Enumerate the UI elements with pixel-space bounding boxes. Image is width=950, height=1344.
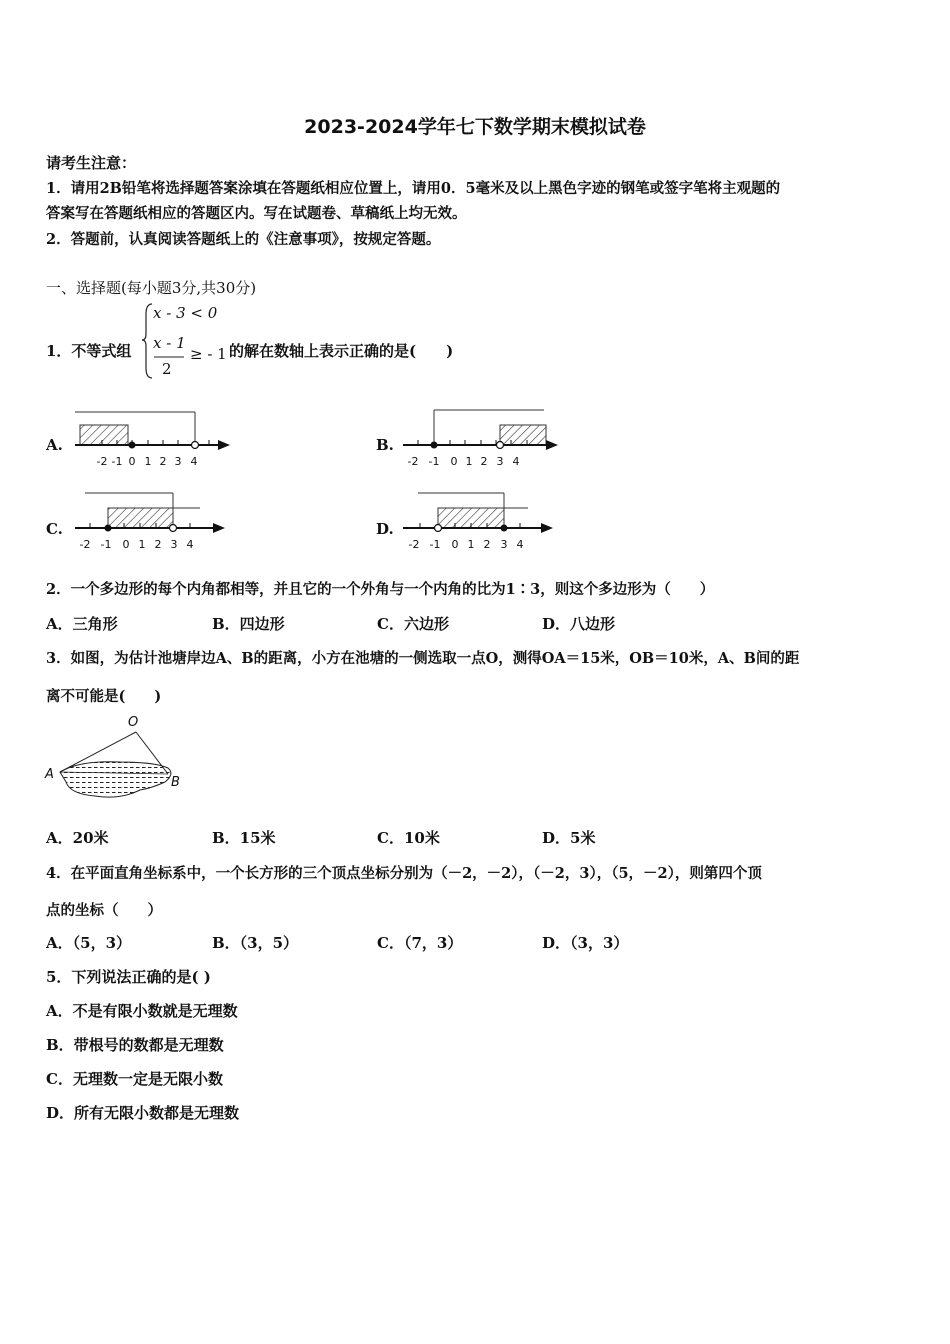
tick-label: 0 (451, 538, 459, 551)
q5-option-d: D．所有无限小数都是无理数 (46, 1104, 240, 1122)
tick-label: 4 (186, 538, 194, 551)
q5-option-c: C．无理数一定是无限小数 (46, 1070, 223, 1088)
tick-label: -2 (96, 455, 108, 468)
notice-line-1: 1．请用2B铅笔将选择题答案涂填在答题纸相应位置上，请用0．5毫米及以上黑色字迹的钢笔或签字笔将主观题的 (46, 180, 781, 197)
q1-suffix: 的解在数轴上表示正确的是( ) (229, 342, 454, 360)
page-title: 2023-2024学年七下数学期末模拟试卷 (304, 116, 646, 138)
tick-label: 0 (128, 455, 136, 468)
tick-label: -1 (111, 455, 123, 468)
q2-option-c: C．六边形 (377, 615, 449, 633)
q2-option-a: A．三角形 (46, 615, 118, 633)
notice-heading: 请考生注意： (46, 154, 137, 172)
tick-label: 2 (483, 538, 491, 551)
q3-stem-line-1: 3．如图，为估计池塘岸边A、B的距离，小方在池塘的一侧选取一点O，测得OA＝15米，OB＝10米，A、B间的距 (46, 650, 800, 667)
q1-option-d-label: D. (376, 520, 394, 538)
q1-fraction-numerator: x - 1 (153, 334, 186, 352)
notice-line-2: 答案写在答题纸相应的答题区内。写在试题卷、草稿纸上均无效。 (46, 205, 467, 222)
tick-label: -2 (408, 538, 420, 551)
q2-option-d: D．八边形 (542, 615, 616, 633)
q1-option-d-numberline (398, 488, 568, 556)
q5-stem: 5．下列说法正确的是( ) (46, 968, 211, 986)
tick-label: 3 (174, 455, 182, 468)
tick-label: 2 (159, 455, 167, 468)
q2-option-b: B．四边形 (212, 615, 285, 633)
q1-inequality-1: x - 3 < 0 (153, 304, 218, 322)
q4-option-c: C．（7，3） (377, 934, 463, 952)
tick-label: 1 (465, 455, 473, 468)
notice-line-3: 2．答题前，认真阅读答题纸上的《注意事项》，按规定答题。 (46, 231, 441, 248)
q1-option-b-numberline (398, 405, 568, 473)
tick-label: -1 (428, 455, 440, 468)
q1-fraction-denominator: 2 (162, 360, 172, 378)
section-heading: 一、选择题(每小题3分,共30分) (46, 279, 257, 297)
tick-label: 0 (450, 455, 458, 468)
tick-label: 2 (154, 538, 162, 551)
q4-option-b: B．（3，5） (212, 934, 299, 952)
q1-option-c-label: C. (46, 520, 63, 538)
tick-label: 2 (480, 455, 488, 468)
q3-stem-line-2: 离不可能是( ) (46, 688, 162, 705)
tick-label: 0 (122, 538, 130, 551)
q5-option-a: A．不是有限小数就是无理数 (46, 1002, 238, 1020)
q1-option-c-numberline (70, 488, 240, 556)
tick-label: 1 (467, 538, 475, 551)
q3-pond-figure (40, 710, 200, 810)
q1-option-b-label: B. (376, 436, 394, 454)
q1-option-a-label: A. (46, 436, 63, 454)
q3-option-b: B．15米 (212, 829, 276, 847)
point-b-label: B (171, 775, 180, 790)
tick-label: -1 (429, 538, 441, 551)
tick-label: 3 (500, 538, 508, 551)
q2-stem: 2．一个多边形的每个内角都相等，并且它的一个外角与一个内角的比为1∶3，则这个多边形为（ ） (46, 581, 715, 598)
q1-option-a-numberline (70, 405, 240, 473)
tick-label: -2 (79, 538, 91, 551)
tick-label: -1 (100, 538, 112, 551)
q4-stem-line-1: 4．在平面直角坐标系中，一个长方形的三个顶点坐标分别为（－2，－2），（－2，3），（5，－2），则第四个顶 (46, 865, 762, 882)
point-o-label: O (128, 715, 139, 730)
q4-stem-line-2: 点的坐标（ ） (46, 902, 162, 919)
point-a-label: A (45, 767, 54, 782)
tick-label: 4 (190, 455, 198, 468)
tick-label: -2 (407, 455, 419, 468)
tick-label: 3 (170, 538, 178, 551)
tick-label: 3 (496, 455, 504, 468)
tick-label: 4 (512, 455, 520, 468)
q1-prefix: 1．不等式组 (46, 342, 132, 360)
q4-option-a: A．（5，3） (46, 934, 132, 952)
tick-label: 4 (516, 538, 524, 551)
q3-option-c: C．10米 (377, 829, 440, 847)
q3-option-a: A．20米 (46, 829, 109, 847)
tick-label: 1 (144, 455, 152, 468)
q3-option-d: D．5米 (542, 829, 596, 847)
q5-option-b: B．带根号的数都是无理数 (46, 1036, 224, 1054)
tick-label: 1 (138, 538, 146, 551)
q1-inequality-2-rhs: ≥ - 1 (190, 345, 227, 363)
q4-option-d: D．（3，3） (542, 934, 629, 952)
